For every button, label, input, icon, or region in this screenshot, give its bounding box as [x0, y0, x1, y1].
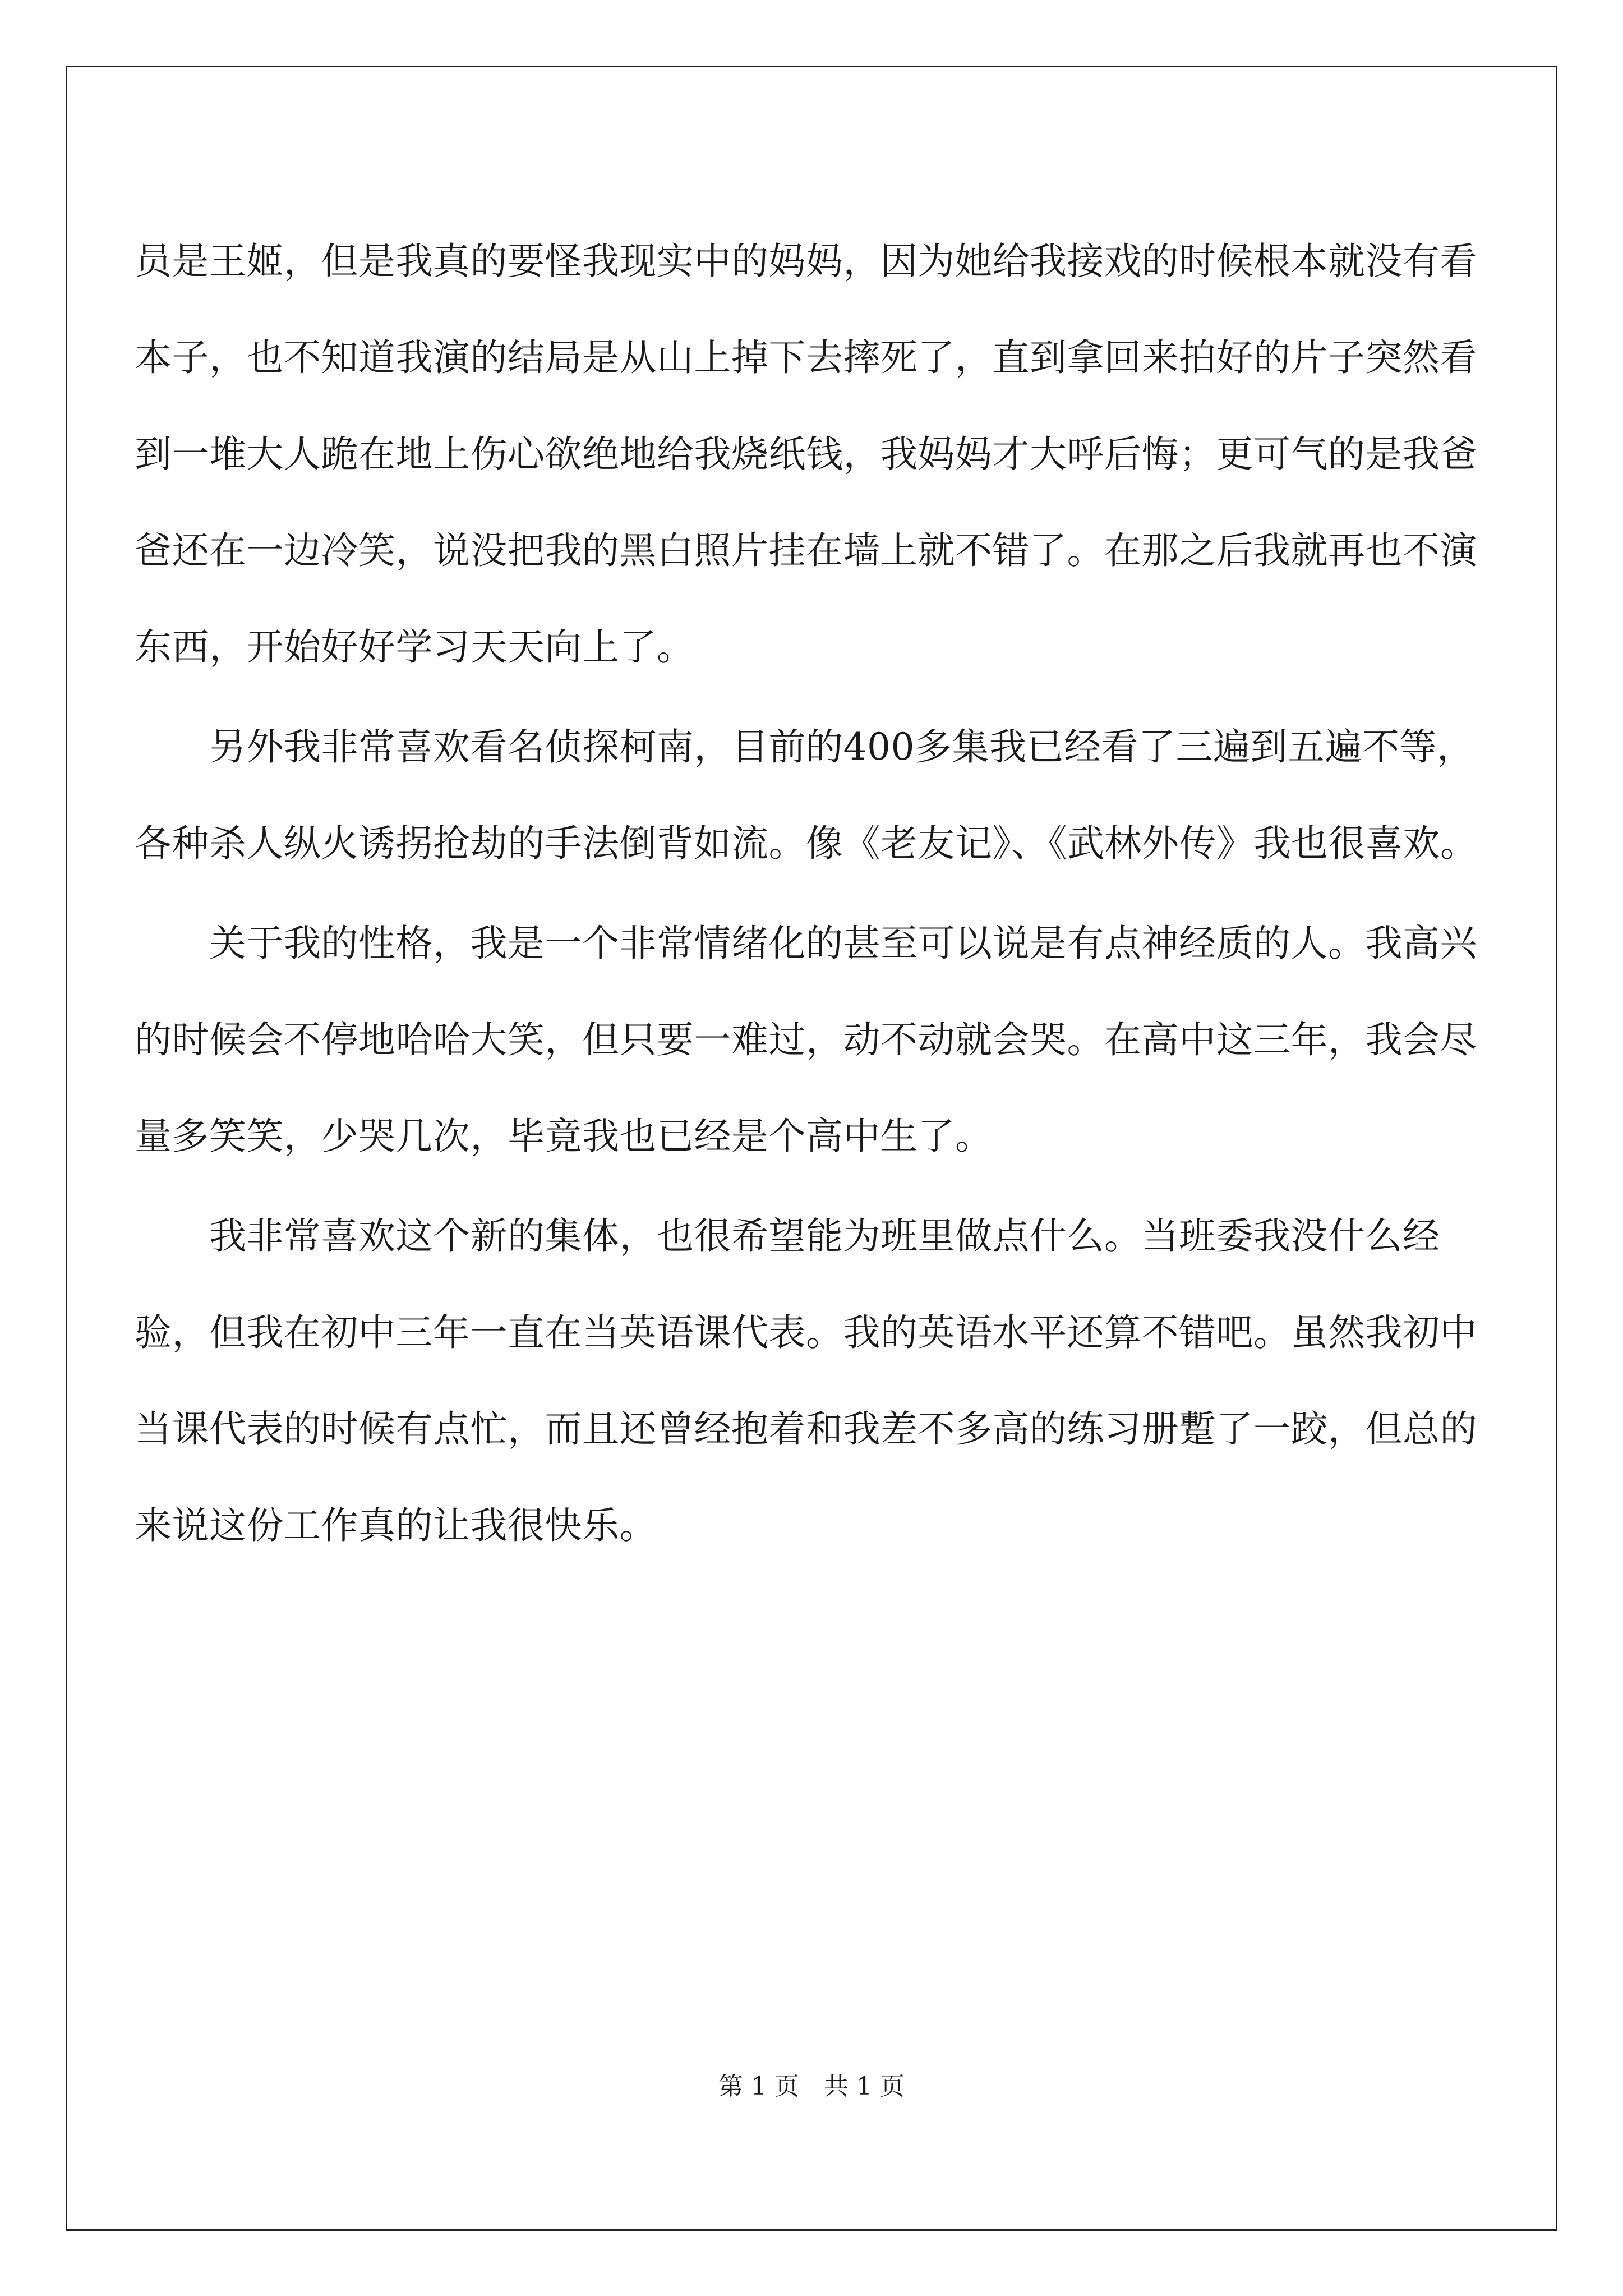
paragraph-3: 关于我的性格，我是一个非常情绪化的甚至可以说是有点神经质的人。我高兴的时候会不停地哈哈大笑，但只要一难过，动不动就会哭。在高中这三年，我会尽量多笑笑，少哭几次，毕竟我也已经是个高中生了。	[135, 922, 1477, 1158]
page-number-footer: 第 1 页 共 1 页	[718, 2072, 905, 2101]
paragraph-4: 我非常喜欢这个新的集体，也很希望能为班里做点什么。当班委我没什么经验，但我在初中三年一直在当英语课代表。我的英语水平还算不错吧。虽然我初中当课代表的时候有点忙，而且还曾经抱着和我差不多高的练习册蹔了一跤，但总的来说这份工作真的让我很快乐。	[135, 1214, 1477, 1547]
document-body	[135, 213, 1492, 1577]
paragraph-2: 另外我非常喜欢看名侦探柯南，目前的400多集我已经看了三遍到五遍不等，各种杀人纵火诱拐抢劫的手法倒背如流。像《老友记》、《武林外传》我也很喜欢。	[135, 725, 1478, 865]
paragraph-1: 员是王姬，但是我真的要怪我现实中的妈妈，因为她给我接戏的时候根本就没有看本子，也不知道我演的结局是从山上掉下去摔死了，直到拿回来拍好的片子突然看到一堆大人跪在地上伤心欲绝地给我烧纸钱，我妈妈才大呼后悔；更可气的是我爸爸还在一边冷笑，说没把我的黑白照片挂在墙上就不错了。在那之后我就再也不演东西，开始好好学习天天向上了。	[135, 240, 1477, 669]
